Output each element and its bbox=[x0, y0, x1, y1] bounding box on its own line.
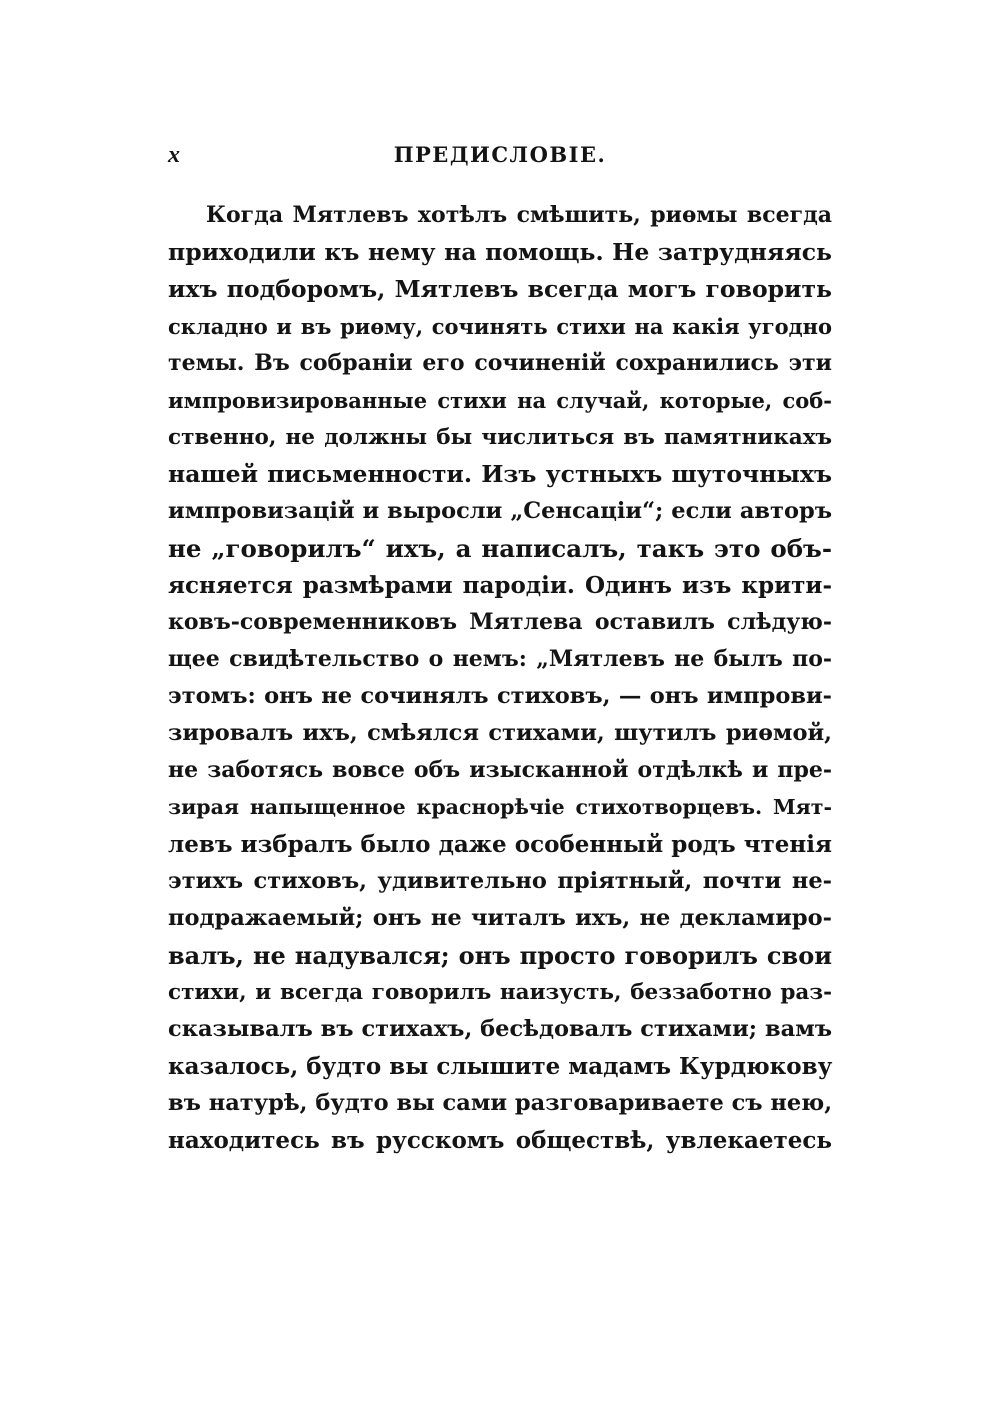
text-line: темы. Въ собраніи его сочиненій сохранились эти bbox=[168, 350, 832, 376]
text-line: нашей письменности. Изъ устныхъ шуточныхъ bbox=[168, 460, 832, 488]
text-line: складно и въ риѳму, сочинять стихи на какія угодно bbox=[168, 314, 832, 339]
text-line: казалось, будто вы слышите мадамъ Курдюкову bbox=[168, 1053, 833, 1080]
running-head bbox=[168, 140, 832, 170]
text-line: не „говорилъ“ ихъ, а написалъ, такъ это объ- bbox=[168, 534, 832, 563]
text-line: импровизацій и выросли „Сенсаціи“; если авторъ bbox=[168, 498, 832, 524]
page-number: x bbox=[168, 142, 180, 168]
text-line: валъ, не надувался; онъ просто говорилъ свои bbox=[168, 941, 832, 970]
text-line: не заботясь вовсе объ изысканной отдѣлкѣ и пре- bbox=[168, 757, 832, 783]
text-line: ственно, не должны бы числиться въ памятникахъ bbox=[168, 425, 832, 450]
page-title: ПРЕДИСЛОВІЕ. bbox=[393, 142, 607, 167]
text-line: приходили къ нему на помощь. Не затрудняясь bbox=[168, 238, 832, 266]
text-line: подражаемый; онъ не читалъ ихъ, не декламиро- bbox=[168, 905, 832, 931]
text-line: Когда Мятлевъ хотѣлъ смѣшить, риѳмы всегда bbox=[206, 202, 832, 228]
text-line: въ натурѣ, будто вы сами разговариваете съ нею, bbox=[168, 1090, 833, 1116]
text-line: щее свидѣтельство о немъ: „Мятлевъ не былъ по- bbox=[168, 646, 832, 672]
text-line: этомъ: онъ не сочинялъ стиховъ, — онъ импрови- bbox=[168, 683, 832, 709]
text-line: зирая напыщенное краснорѣчіе стихотворцевъ. Мят- bbox=[168, 795, 832, 819]
text-line: сказывалъ въ стихахъ, бесѣдовалъ стихами; вамъ bbox=[168, 1016, 832, 1042]
text-line: импровизированные стихи на случай, которые, соб- bbox=[168, 388, 832, 413]
text-line: левъ избралъ было даже особенный родъ чтенія bbox=[168, 831, 832, 858]
text-line: ихъ подборомъ, Мятлевъ всегда могъ говорить bbox=[168, 275, 832, 303]
text-line: зировалъ ихъ, смѣялся стихами, шутилъ риѳмой, bbox=[168, 720, 832, 746]
body-text bbox=[168, 197, 832, 1159]
text-line: ковъ-современниковъ Мятлева оставилъ слѣдую- bbox=[168, 609, 832, 635]
text-line: этихъ стиховъ, удивительно пріятный, почти не- bbox=[168, 868, 832, 894]
text-line: стихи, и всегда говорилъ наизусть, беззаботно раз- bbox=[168, 980, 832, 1005]
text-line: находитесь въ русскомъ обществѣ, увлекаетесь bbox=[168, 1127, 832, 1154]
text-line: ясняется размѣрами пародіи. Одинъ изъ крити- bbox=[168, 572, 832, 599]
